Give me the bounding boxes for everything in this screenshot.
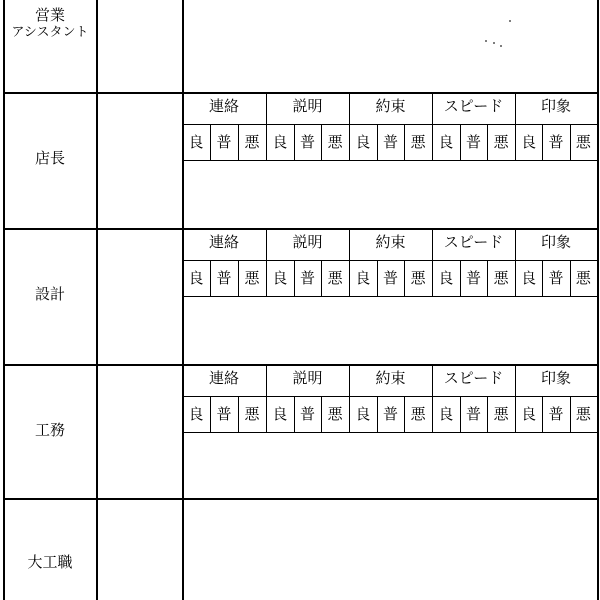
grade-cell-普[interactable]: 普 bbox=[216, 133, 232, 151]
grade-cell-悪[interactable]: 悪 bbox=[493, 269, 509, 287]
criteria-header-rule bbox=[182, 396, 597, 397]
grade-cell-良[interactable]: 良 bbox=[438, 405, 454, 423]
role-label bbox=[4, 285, 96, 303]
grade-cell-悪[interactable]: 悪 bbox=[244, 405, 260, 423]
criterion-label: スピード bbox=[443, 233, 504, 251]
grade-cell-普[interactable]: 普 bbox=[299, 269, 315, 287]
role-column-divider bbox=[96, 0, 98, 600]
grade-divider bbox=[460, 260, 461, 296]
grade-divider bbox=[321, 396, 322, 432]
grade-cell-悪[interactable]: 悪 bbox=[410, 269, 426, 287]
role-label bbox=[4, 553, 96, 571]
grade-divider bbox=[294, 260, 295, 296]
grade-divider bbox=[460, 396, 461, 432]
role-label-line: 工務 bbox=[34, 421, 65, 439]
comment-column-divider bbox=[182, 0, 184, 600]
grade-divider bbox=[377, 396, 378, 432]
grade-cell-良[interactable]: 良 bbox=[521, 405, 537, 423]
role-label-line: 大工職 bbox=[27, 553, 73, 571]
grade-divider bbox=[487, 124, 488, 160]
grade-cell-悪[interactable]: 悪 bbox=[575, 269, 591, 287]
criterion-label: 説明 bbox=[292, 233, 323, 251]
table-border-right bbox=[597, 0, 599, 600]
grade-cell-普[interactable]: 普 bbox=[299, 405, 315, 423]
grade-divider bbox=[487, 260, 488, 296]
grade-cell-普[interactable]: 普 bbox=[548, 133, 564, 151]
grade-divider bbox=[321, 260, 322, 296]
grade-divider bbox=[487, 396, 488, 432]
scan-speck bbox=[493, 42, 495, 44]
grade-divider bbox=[404, 124, 405, 160]
grade-cell-悪[interactable]: 悪 bbox=[327, 133, 343, 151]
role-label bbox=[4, 421, 96, 439]
grade-divider bbox=[570, 396, 571, 432]
criterion-label: 連絡 bbox=[208, 233, 239, 251]
grade-cell-悪[interactable]: 悪 bbox=[327, 405, 343, 423]
grade-divider bbox=[294, 124, 295, 160]
grade-cell-普[interactable]: 普 bbox=[216, 405, 232, 423]
grade-cell-普[interactable]: 普 bbox=[216, 269, 232, 287]
grade-cell-良[interactable]: 良 bbox=[521, 133, 537, 151]
role-label-line: 営業 bbox=[34, 6, 65, 24]
grade-divider bbox=[542, 396, 543, 432]
grade-cell-良[interactable]: 良 bbox=[438, 133, 454, 151]
grade-cell-良[interactable]: 良 bbox=[188, 405, 204, 423]
grade-divider bbox=[210, 260, 211, 296]
grade-cell-普[interactable]: 普 bbox=[382, 269, 398, 287]
grade-cell-悪[interactable]: 悪 bbox=[410, 405, 426, 423]
criterion-label: 約束 bbox=[375, 233, 406, 251]
grade-cell-良[interactable]: 良 bbox=[521, 269, 537, 287]
grade-cell-普[interactable]: 普 bbox=[299, 133, 315, 151]
criteria-header-rule bbox=[182, 124, 597, 125]
criterion-label: スピード bbox=[443, 369, 504, 387]
role-label bbox=[4, 149, 96, 167]
grade-cell-良[interactable]: 良 bbox=[272, 405, 288, 423]
grade-cell-悪[interactable]: 悪 bbox=[244, 133, 260, 151]
grade-divider bbox=[377, 124, 378, 160]
criterion-label: 約束 bbox=[375, 369, 406, 387]
grade-divider bbox=[210, 396, 211, 432]
criterion-label: 連絡 bbox=[208, 369, 239, 387]
criterion-label: 印象 bbox=[540, 97, 571, 115]
criterion-label: 説明 bbox=[292, 97, 323, 115]
grade-divider bbox=[377, 260, 378, 296]
grade-cell-良[interactable]: 良 bbox=[355, 269, 371, 287]
grade-divider bbox=[570, 260, 571, 296]
criterion-label: 連絡 bbox=[208, 97, 239, 115]
row-separator bbox=[3, 92, 599, 94]
grade-row-rule bbox=[182, 296, 597, 297]
grade-row-rule bbox=[182, 160, 597, 161]
role-label-line: 設計 bbox=[34, 285, 65, 303]
grade-divider bbox=[321, 124, 322, 160]
grade-divider bbox=[404, 396, 405, 432]
criterion-label: スピード bbox=[443, 97, 504, 115]
grade-cell-普[interactable]: 普 bbox=[382, 405, 398, 423]
scan-speck bbox=[500, 45, 502, 47]
grade-divider bbox=[238, 260, 239, 296]
grade-row-rule bbox=[182, 432, 597, 433]
criterion-label: 印象 bbox=[540, 369, 571, 387]
grade-divider bbox=[210, 124, 211, 160]
grade-cell-悪[interactable]: 悪 bbox=[493, 133, 509, 151]
grade-cell-普[interactable]: 普 bbox=[382, 133, 398, 151]
row-separator bbox=[3, 364, 599, 366]
grade-cell-普[interactable]: 普 bbox=[548, 269, 564, 287]
grade-divider bbox=[404, 260, 405, 296]
grade-divider bbox=[238, 124, 239, 160]
grade-divider bbox=[570, 124, 571, 160]
grade-cell-良[interactable]: 良 bbox=[188, 133, 204, 151]
grade-cell-悪[interactable]: 悪 bbox=[327, 269, 343, 287]
grade-divider bbox=[542, 124, 543, 160]
criterion-label: 説明 bbox=[292, 369, 323, 387]
grade-cell-良[interactable]: 良 bbox=[355, 405, 371, 423]
grade-cell-普[interactable]: 普 bbox=[548, 405, 564, 423]
grade-cell-悪[interactable]: 悪 bbox=[244, 269, 260, 287]
row-separator bbox=[3, 228, 599, 230]
role-label-line: 店長 bbox=[34, 149, 65, 167]
criterion-label: 印象 bbox=[540, 233, 571, 251]
grade-cell-悪[interactable]: 悪 bbox=[493, 405, 509, 423]
grade-cell-普[interactable]: 普 bbox=[465, 405, 481, 423]
grade-cell-良[interactable]: 良 bbox=[355, 133, 371, 151]
scan-speck bbox=[485, 40, 487, 42]
criteria-header-rule bbox=[182, 260, 597, 261]
grade-cell-悪[interactable]: 悪 bbox=[575, 405, 591, 423]
grade-cell-普[interactable]: 普 bbox=[465, 133, 481, 151]
role-label-line: アシスタント bbox=[11, 25, 89, 40]
criterion-label: 約束 bbox=[375, 97, 406, 115]
scan-speck bbox=[509, 20, 511, 22]
grade-cell-良[interactable]: 良 bbox=[438, 269, 454, 287]
grade-cell-悪[interactable]: 悪 bbox=[410, 133, 426, 151]
grade-divider bbox=[238, 396, 239, 432]
grade-cell-良[interactable]: 良 bbox=[188, 269, 204, 287]
row-separator bbox=[3, 498, 599, 500]
grade-cell-悪[interactable]: 悪 bbox=[575, 133, 591, 151]
grade-cell-良[interactable]: 良 bbox=[272, 269, 288, 287]
grade-cell-良[interactable]: 良 bbox=[272, 133, 288, 151]
grade-divider bbox=[294, 396, 295, 432]
grade-divider bbox=[542, 260, 543, 296]
role-label bbox=[4, 6, 96, 42]
grade-cell-普[interactable]: 普 bbox=[465, 269, 481, 287]
grade-divider bbox=[460, 124, 461, 160]
